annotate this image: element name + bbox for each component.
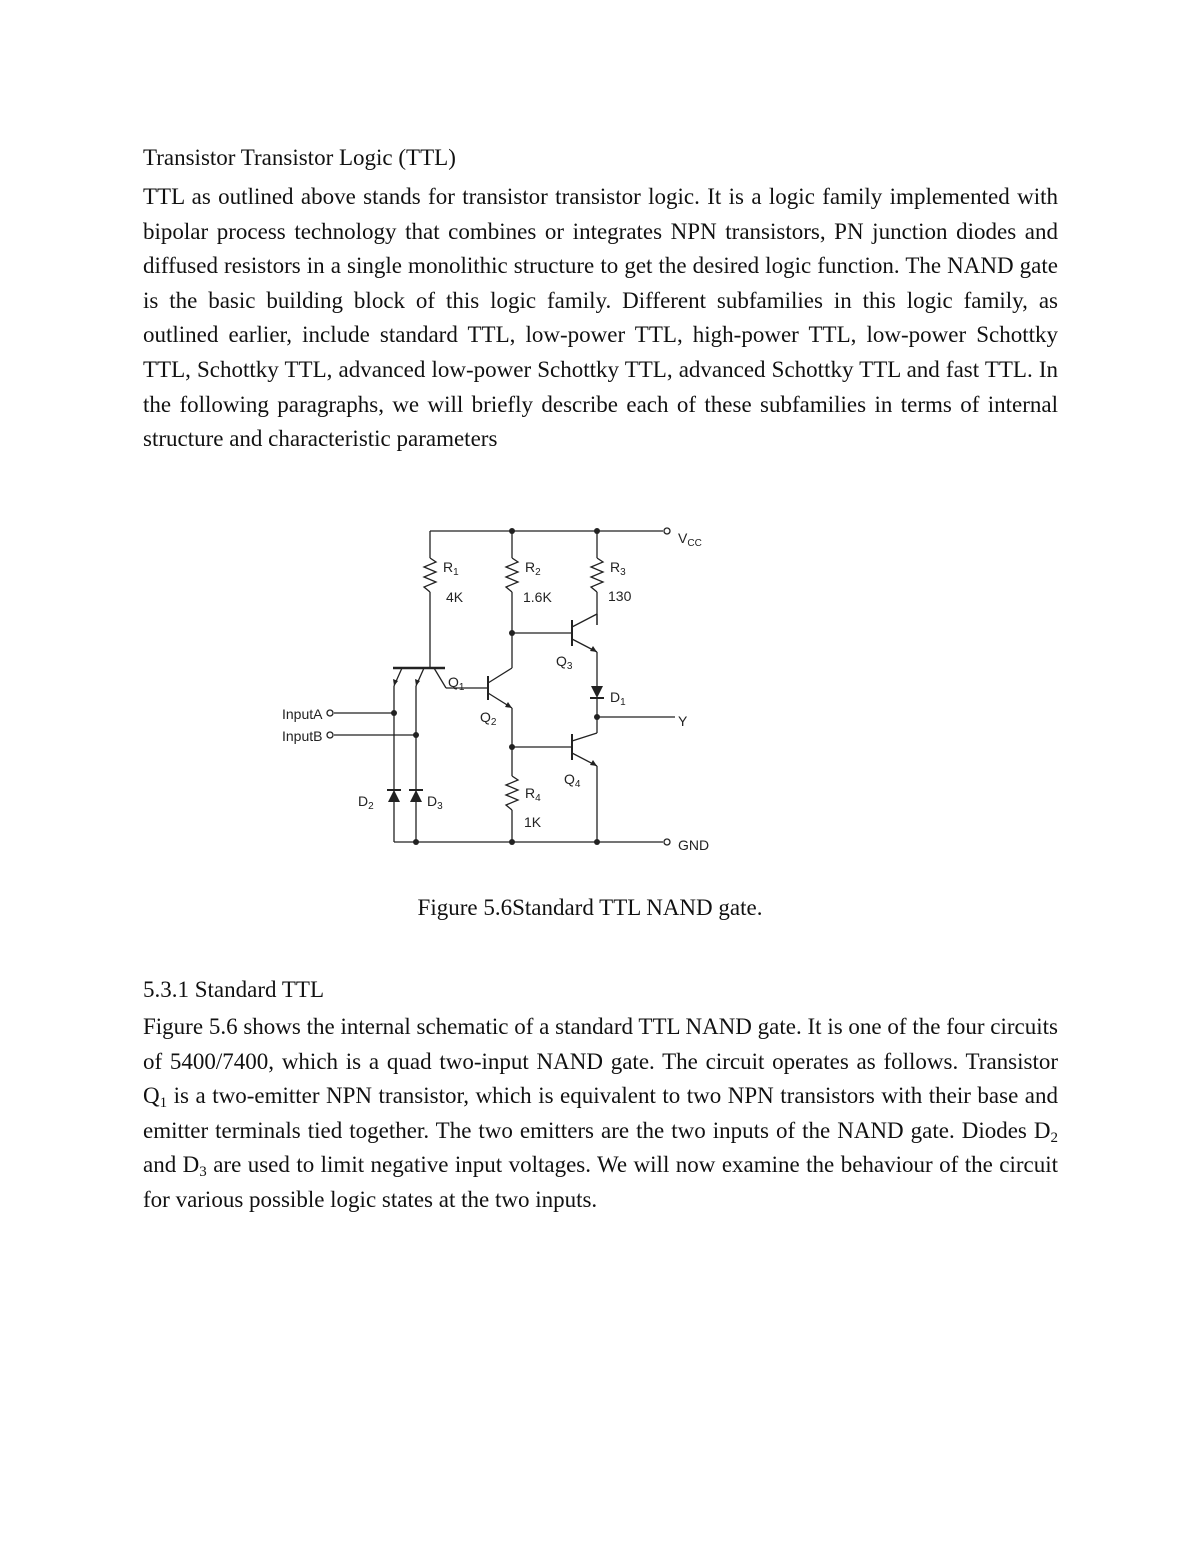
d2-label: $D_2$ xyxy=(358,793,374,812)
junction-dot xyxy=(413,839,419,845)
r4-label: $R_4$ xyxy=(525,785,541,804)
r2-value: 1.6K xyxy=(523,589,552,605)
input-b-label: InputB xyxy=(282,728,323,744)
vcc-terminal xyxy=(664,528,670,534)
input-a-label: InputA xyxy=(282,706,323,722)
r3-resistor xyxy=(591,558,603,592)
vcc-label: $V_{CC}$ xyxy=(678,530,702,549)
ttl-nand-schematic xyxy=(270,520,730,870)
subsection-title: 5.3.1 Standard TTL xyxy=(143,977,324,1002)
section-paragraph: Figure 5.6 shows the internal schematic of a standard TTL NAND gate. It is one of the four circuits of 5400/7400, which is a quad two-input NAND gate. The circuit operates as follows. Transistor $Q_1$ is a two-emitter NPN transistor, which is equivalent to two NPN transistors with their base and emitter terminals tied together. The two emitters are the two inputs of the NAND gate. Diodes $D_2$ and $D_3$ are used to limit negative input voltages. We will now examine the behaviour of the circuit for various possible logic states at the two inputs. xyxy=(143,1014,1058,1212)
r3-value: 130 xyxy=(608,588,632,604)
gnd-label: GND xyxy=(678,837,710,853)
q2-label: $Q_2$ xyxy=(480,709,497,728)
d1-diode xyxy=(591,686,603,698)
q3-label: $Q_3$ xyxy=(556,653,573,672)
figure-caption: Figure 5.6Standard TTL NAND gate. xyxy=(417,895,763,920)
intro-paragraph: TTL as outlined above stands for transistor transistor logic. It is a logic family implemented with bipolar process technology that combines or integrates NPN transistors, PN junction diodes and diffused resistors in a single monolithic structure to get the desired logic function. The NAND gate is the basic building block of this logic family. Different subfamilies in this logic family, as outlined earlier, include standard TTL, low-power TTL, high-power TTL, low-power Schottky TTL, Schottky TTL, advanced low-power Schottky TTL, advanced Schottky TTL and fast TTL. In the following paragraphs, we will briefly describe each of these subfamilies in terms of internal structure and characteristic parameters xyxy=(143,184,1058,452)
r4-value: 1K xyxy=(524,814,542,830)
d2-diode xyxy=(388,790,400,802)
r3-label: $R_3$ xyxy=(610,559,626,578)
gnd-terminal xyxy=(664,839,670,845)
d1-label: $D_1$ xyxy=(610,689,626,708)
input-b-terminal xyxy=(327,732,333,738)
section-heading: Transistor Transistor Logic (TTL) xyxy=(143,145,456,170)
input-a-terminal xyxy=(327,710,333,716)
r1-value: 4K xyxy=(446,589,464,605)
output-label: Y xyxy=(678,713,688,729)
r1-resistor xyxy=(424,558,436,592)
q1-collector xyxy=(434,668,446,688)
d3-label: $D_3$ xyxy=(427,793,443,812)
r2-resistor xyxy=(506,558,518,592)
q1-label: $Q_1$ xyxy=(448,674,465,693)
r2-label: $R_2$ xyxy=(525,559,541,578)
junction-dot xyxy=(509,839,515,845)
r1-label: $R_1$ xyxy=(443,559,459,578)
junction-dot xyxy=(594,839,600,845)
r4-resistor xyxy=(506,776,518,810)
d3-diode xyxy=(410,790,422,802)
q4-label: $Q_4$ xyxy=(564,771,581,790)
